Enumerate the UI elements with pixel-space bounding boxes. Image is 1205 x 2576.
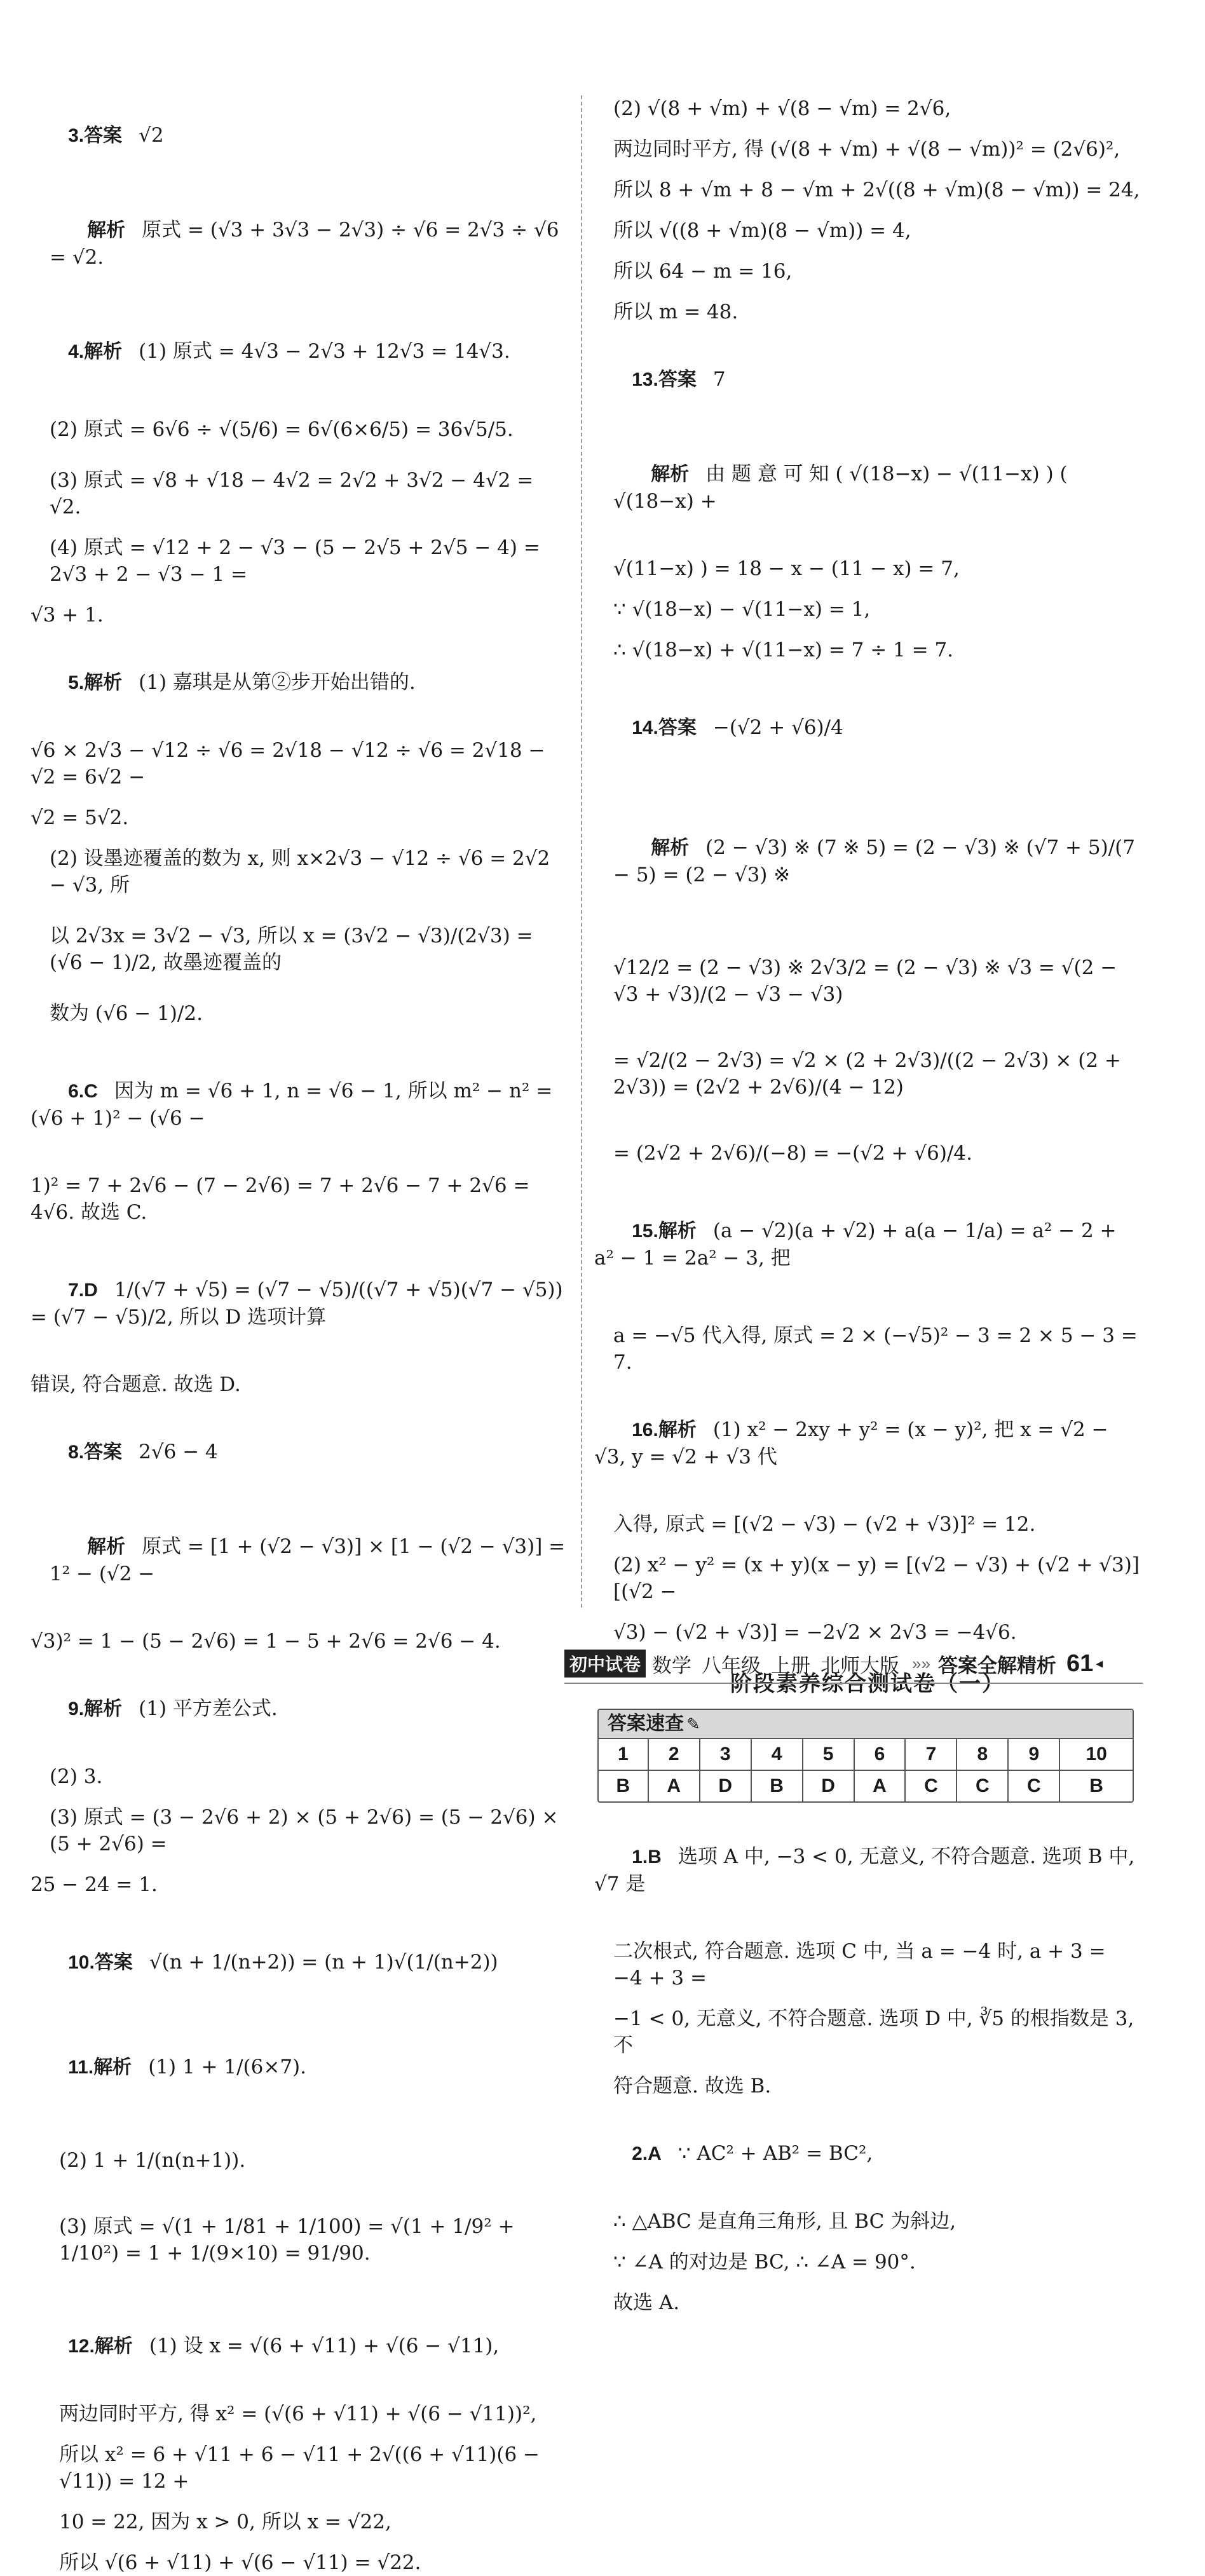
q12b-line-2: 两边同时平方, 得 (√(8 + √m) + √(8 − √m))² = (2√6)², bbox=[613, 138, 1120, 161]
answer-table-answer-cell: C bbox=[905, 1770, 957, 1801]
s2-line-3: ∵ ∠A 的对边是 BC, ∴ ∠A = 90°. bbox=[613, 2251, 916, 2274]
answer-table-number-cell: 8 bbox=[957, 1739, 1008, 1770]
q3-answer: 3.答案 √2 bbox=[68, 124, 164, 147]
s1-line-3: −1 < 0, 无意义, 不符合题意. 选项 D 中, ∛5 的根指数是 3, 不 bbox=[613, 2007, 1141, 2057]
q5-line-3: √2 = 5√2. bbox=[31, 806, 129, 829]
double-chevron-icon: »» bbox=[912, 1653, 930, 1673]
q7-line-1: 7.D 1/(√7 + √5) = (√7 − √5)/((√7 + √5)(√7 − √5)) = (√7 − √5)/2, 所以 D 选项计算 bbox=[31, 1278, 569, 1329]
answer-table-answers bbox=[599, 1770, 1133, 1801]
s2-line-2: ∴ △ABC 是直角三角形, 且 BC 为斜边, bbox=[613, 2210, 957, 2233]
q12-line-3: 所以 x² = 6 + √11 + 6 − √11 + 2√((6 + √11)(6 − √11)) = 12 + bbox=[59, 2443, 546, 2493]
answer-table-number-cell: 5 bbox=[803, 1739, 854, 1770]
q8-line-1: 解析 原式 = [1 + (√2 − √3)] × [1 − (√2 − √3)] = 1² − (√2 − bbox=[50, 1535, 572, 1585]
footer-section: 答案全解精析 bbox=[937, 1654, 1056, 1677]
q5-line-1: 5.解析 (1) 嘉琪是从第②步开始出错的. bbox=[68, 671, 416, 694]
q13-line-3: ∵ √(18−x) − √(11−x) = 1, bbox=[613, 598, 871, 621]
q9-line-1: 9.解析 (1) 平方差公式. bbox=[68, 1697, 278, 1720]
answer-table bbox=[599, 1738, 1133, 1801]
q12b-line-3: 所以 8 + √m + 8 − √m + 2√((8 + √m)(8 − √m)) = 24, bbox=[613, 179, 1140, 201]
footer-edition: 北师大版 bbox=[820, 1654, 900, 1677]
footer-grade: 八年级 bbox=[702, 1654, 761, 1677]
q3-analysis: 解析 原式 = (√3 + 3√3 − 2√3) ÷ √6 = 2√3 ÷ √6 = √2. bbox=[50, 219, 566, 269]
q9-line-4: 25 − 24 = 1. bbox=[31, 1873, 158, 1896]
answer-table-answer-cell: B bbox=[1059, 1770, 1133, 1801]
q4-line-2: (2) 原式 = 6√6 ÷ √(5/6) = 6√(6×6/5) = 36√5/5. bbox=[50, 418, 514, 441]
q5-line-5: 以 2√3x = 3√2 − √3, 所以 x = (3√2 − √3)/(2√3) = (√6 − 1)/2, 故墨迹覆盖的 bbox=[50, 925, 540, 974]
q8-line-2: √3)² = 1 − (5 − 2√6) = 1 − 5 + 2√6 = 2√6 − 4. bbox=[31, 1630, 501, 1653]
answer-table-answer-cell: C bbox=[1008, 1770, 1059, 1801]
q6-line-1: 6.C 因为 m = √6 + 1, n = √6 − 1, 所以 m² − n² = (√6 + 1)² − (√6 − bbox=[31, 1080, 559, 1130]
answer-table-numbers bbox=[599, 1739, 1133, 1770]
answer-table-answer-cell: A bbox=[854, 1770, 906, 1801]
q15-line-1: 15.解析 (a − √2)(a + √2) + a(a − 1/a) = a² − 2 + a² − 1 = 2a² − 3, 把 bbox=[594, 1219, 1123, 1270]
q4-line-4: (4) 原式 = √12 + 2 − √3 − (5 − 2√5 + 2√5 − 4) = 2√3 + 2 − √3 − 1 = bbox=[50, 536, 547, 586]
q14-line-3: = √2/(2 − 2√3) = √2 × (2 + 2√3)/((2 − 2√3) × (2 + 2√3)) = (2√2 + 2√6)/(4 − 12) bbox=[613, 1049, 1127, 1099]
answer-table-number-cell: 2 bbox=[648, 1739, 700, 1770]
answer-table-answer-cell: D bbox=[803, 1770, 854, 1801]
s2-line-1: 2.A ∵ AC² + AB² = BC², bbox=[632, 2142, 873, 2165]
quick-check-header: 答案速查 ✎ bbox=[599, 1710, 1133, 1738]
q14-line-4: = (2√2 + 2√6)/(−8) = −(√2 + √6)/4. bbox=[613, 1142, 972, 1165]
q11-line-3: (3) 原式 = √(1 + 1/81 + 1/100) = √(1 + 1/9² + 1/10²) = 1 + 1/(9×10) = 91/90. bbox=[59, 2215, 521, 2265]
q14-line-2: √12/2 = (2 − √3) ※ 2√3/2 = (2 − √3) ※ √3 = √(2 − √3 + √3)/(2 − √3 − √3) bbox=[613, 956, 1124, 1006]
answer-table-number-cell: 1 bbox=[599, 1739, 648, 1770]
q5-line-2: √6 × 2√3 − √12 ÷ √6 = 2√18 − √12 ÷ √6 = 2√18 − √2 = 6√2 − bbox=[31, 739, 552, 789]
column-divider bbox=[581, 95, 582, 1608]
q8-answer: 8.答案 2√6 − 4 bbox=[68, 1441, 218, 1463]
q13-line-4: ∴ √(18−x) + √(11−x) = 7 ÷ 1 = 7. bbox=[613, 639, 954, 661]
answer-table-answer-cell: B bbox=[599, 1770, 648, 1801]
q12-line-4: 10 = 22, 因为 x > 0, 所以 x = √22, bbox=[59, 2511, 391, 2533]
s2-line-4: 故选 A. bbox=[613, 2291, 680, 2314]
q10-answer: 10.答案 √(n + 1/(n+2)) = (n + 1)√(1/(n+2)) bbox=[68, 1951, 498, 1974]
q12b-line-5: 所以 64 − m = 16, bbox=[613, 260, 793, 283]
q11-line-1: 11.解析 (1) 1 + 1/(6×7). bbox=[68, 2056, 306, 2078]
q12b-line-6: 所以 m = 48. bbox=[613, 301, 739, 323]
q11-line-2: (2) 1 + 1/(n(n+1)). bbox=[59, 2149, 246, 2172]
q14-line-1: 解析 (2 − √3) ※ (7 ※ 5) = (2 − √3) ※ (√7 + 5)/(7 − 5) = (2 − √3) ※ bbox=[613, 836, 1141, 886]
q5-line-6: 数为 (√6 − 1)/2. bbox=[50, 1002, 203, 1025]
q5-line-4: (2) 设墨迹覆盖的数为 x, 则 x×2√3 − √12 ÷ √6 = 2√2 − √3, 所 bbox=[50, 847, 557, 897]
answer-table-number-cell: 7 bbox=[905, 1739, 957, 1770]
q9-line-3: (3) 原式 = (3 − 2√6 + 2) × (5 + 2√6) = (5 − 2√6) × (5 + 2√6) = bbox=[50, 1806, 565, 1855]
footer-rule bbox=[564, 1683, 1143, 1684]
q12-line-5: 所以 √(6 + √11) + √(6 − √11) = √22. bbox=[59, 2551, 421, 2574]
q12b-line-1: (2) √(8 + √m) + √(8 − √m) = 2√6, bbox=[613, 97, 951, 120]
answer-table-number-cell: 6 bbox=[854, 1739, 906, 1770]
q14-answer: 14.答案 −(√2 + √6)/4 bbox=[632, 716, 843, 739]
q9-line-2: (2) 3. bbox=[50, 1765, 103, 1788]
answer-table-answer-cell: A bbox=[648, 1770, 700, 1801]
q16-line-4: √3) − (√2 + √3)] = −2√2 × 2√3 = −4√6. bbox=[613, 1621, 1017, 1644]
right-column bbox=[594, 95, 1144, 2316]
q4-line-3: (3) 原式 = √8 + √18 − 4√2 = 2√2 + 3√2 − 4√2 = √2. bbox=[50, 469, 540, 519]
footer-subject: 数学 bbox=[652, 1654, 692, 1677]
page-footer bbox=[564, 1644, 1143, 1683]
answer-table-number-cell: 4 bbox=[751, 1739, 803, 1770]
q12-line-1: 12.解析 (1) 设 x = √(6 + √11) + √(6 − √11), bbox=[68, 2335, 500, 2357]
answer-table-answer-cell: B bbox=[751, 1770, 803, 1801]
series-badge: 初中试卷 bbox=[564, 1650, 646, 1678]
q16-line-1: 16.解析 (1) x² − 2xy + y² = (x − y)², 把 x = √2 − √3, y = √2 + √3 代 bbox=[594, 1418, 1115, 1468]
answer-table-answer-cell: C bbox=[957, 1770, 1008, 1801]
q13-line-1: 解析 由 题 意 可 知 ( √(18−x) − √(11−x) ) ( √(18−x) + bbox=[613, 463, 1074, 513]
q6-line-2: 1)² = 7 + 2√6 − (7 − 2√6) = 7 + 2√6 − 7 + 2√6 = 4√6. 故选 C. bbox=[31, 1174, 536, 1224]
q16-line-3: (2) x² − y² = (x + y)(x − y) = [(√2 − √3) + (√2 + √3)][(√2 − bbox=[613, 1554, 1140, 1603]
q4-line-1: 4.解析 (1) 原式 = 4√3 − 2√3 + 12√3 = 14√3. bbox=[68, 340, 510, 363]
pointer-icon: ◂ bbox=[1096, 1655, 1103, 1671]
q12-line-2: 两边同时平方, 得 x² = (√(6 + √11) + √(6 − √11))², bbox=[59, 2403, 537, 2425]
q13-answer: 13.答案 7 bbox=[632, 368, 726, 391]
left-column bbox=[31, 95, 571, 2576]
s1-line-4: 符合题意. 故选 B. bbox=[613, 2075, 772, 2098]
q15-line-2: a = −√5 代入得, 原式 = 2 × (−√5)² − 3 = 2 × 5 − 3 = 7. bbox=[613, 1324, 1144, 1374]
q4-line-5: √3 + 1. bbox=[31, 604, 104, 627]
section-title: 阶段素养综合测试卷（一） bbox=[730, 1672, 1005, 1696]
s1-line-2: 二次根式, 符合题意. 选项 C 中, 当 a = −4 时, a + 3 = −4 + 3 = bbox=[613, 1940, 1112, 1990]
q13-line-2: √(11−x) ) = 18 − x − (11 − x) = 7, bbox=[613, 557, 960, 580]
wrench-icon: ✎ bbox=[686, 1714, 700, 1733]
answer-table-answer-cell: D bbox=[700, 1770, 751, 1801]
footer-volume: 上册 bbox=[771, 1654, 811, 1677]
page-number: 61 bbox=[1066, 1650, 1094, 1677]
q16-line-2: 入得, 原式 = [(√2 − √3) − (√2 + √3)]² = 12. bbox=[613, 1513, 1036, 1536]
answer-table-number-cell: 10 bbox=[1059, 1739, 1133, 1770]
s1-line-1: 1.B 选项 A 中, −3 < 0, 无意义, 不符合题意. 选项 B 中, √7 是 bbox=[594, 1845, 1141, 1895]
answer-table-number-cell: 3 bbox=[700, 1739, 751, 1770]
answer-table-number-cell: 9 bbox=[1008, 1739, 1059, 1770]
q7-line-2: 错误, 符合题意. 故选 D. bbox=[31, 1373, 241, 1396]
q12b-line-4: 所以 √((8 + √m)(8 − √m)) = 4, bbox=[613, 219, 911, 242]
answer-quick-check bbox=[597, 1709, 1134, 1803]
